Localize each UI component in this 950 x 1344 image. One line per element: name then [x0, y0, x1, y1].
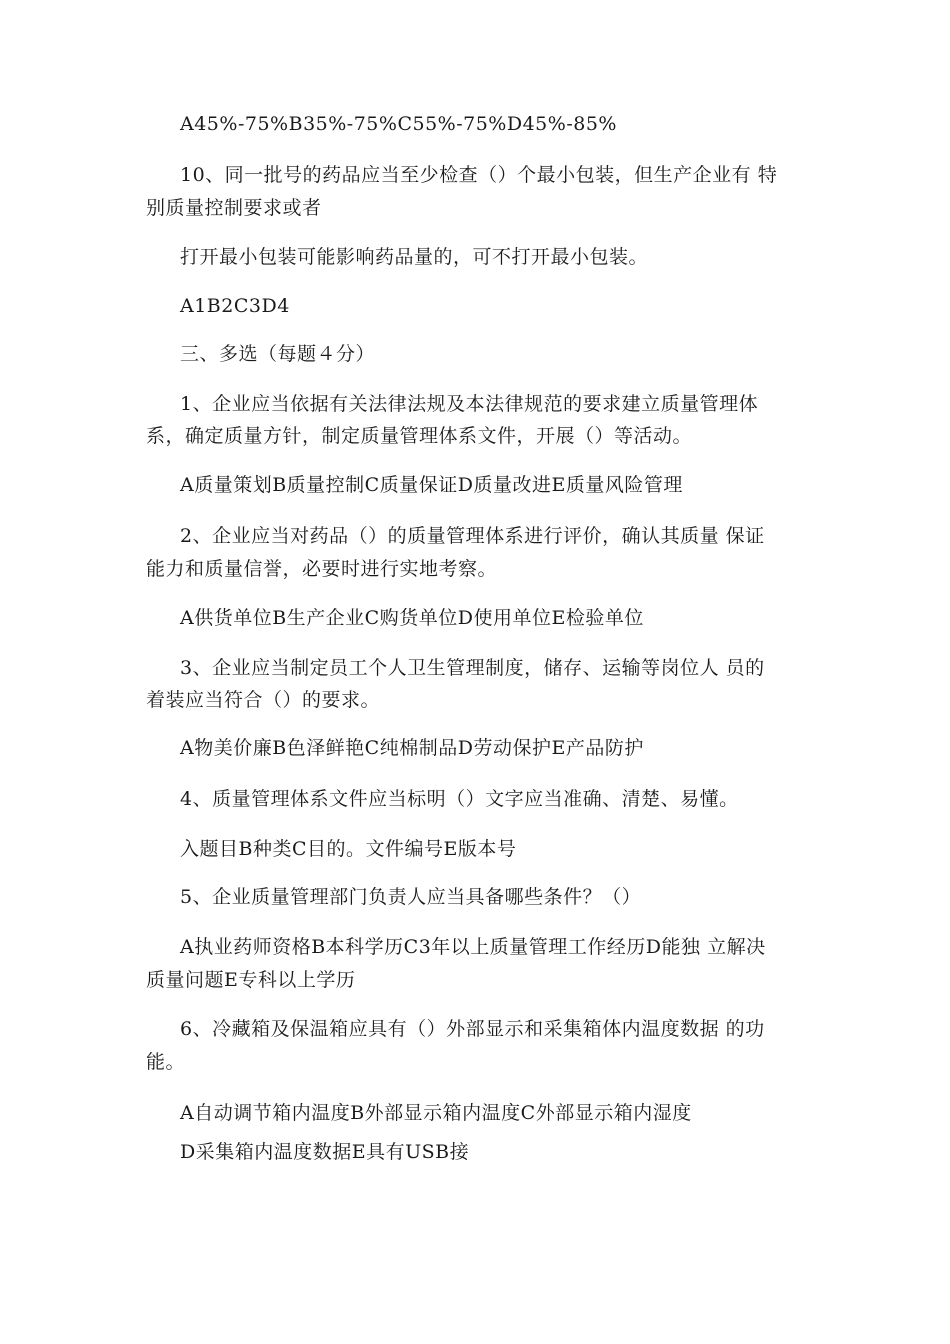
- section-heading-multiple-choice: 三、多选（每题４分）: [180, 343, 376, 365]
- options-q2: A供货单位B生产企业C购货单位D使用单位E检验单位: [180, 607, 644, 629]
- options-q6-line-2: D采集箱内温度数据E具有USB接: [180, 1141, 470, 1163]
- question-4-line-1: 4、质量管理体系文件应当标明（）文字应当准确、清楚、易懂。: [180, 788, 739, 810]
- question-3-line-1: 3、企业应当制定员工个人卫生管理制度，储存、运输等岗位人 员的: [180, 657, 765, 679]
- question-6-line-2: 能。: [146, 1051, 186, 1073]
- options-q9: A45%-75%B35%-75%C55%-75%D45%-85%: [180, 113, 617, 135]
- question-3-line-2: 着装应当符合（）的要求。: [146, 689, 381, 711]
- options-q4: 入题目B种类C目的。文件编号E版本号: [180, 838, 517, 860]
- options-q1: A质量策划B质量控制C质量保证D质量改进E质量风险管理: [180, 474, 683, 496]
- question-1-line-1: 1、企业应当依据有关法律法规及本法律规范的要求建立质量管理体: [180, 393, 759, 415]
- question-6-line-1: 6、冷藏箱及保温箱应具有（）外部显示和采集箱体内温度数据 的功: [180, 1018, 765, 1040]
- question-10-line-1: 10、同一批号的药品应当至少检查（）个最小包装，但生产企业有 特: [180, 164, 778, 186]
- question-10-line-2: 别质量控制要求或者: [146, 197, 322, 219]
- question-10-line-3: 打开最小包装可能影响药品量的，可不打开最小包装。: [180, 246, 649, 268]
- options-q5-line-1: A执业药师资格B本科学历C3年以上质量管理工作经历D能独 立解决: [180, 936, 766, 958]
- question-2-line-1: 2、企业应当对药品（）的质量管理体系进行评价，确认其质量 保证: [180, 525, 765, 547]
- question-5-line-1: 5、企业质量管理部门负责人应当具备哪些条件？（）: [180, 886, 642, 908]
- options-q3: A物美价廉B色泽鲜艳C纯棉制品D劳动保护E产品防护: [180, 737, 644, 759]
- options-q10: A1B2C3D4: [180, 295, 290, 317]
- options-q6-line-1: A自动调节箱内温度B外部显示箱内温度C外部显示箱内湿度: [180, 1102, 692, 1124]
- options-q5-line-2: 质量问题E专科以上学历: [146, 969, 356, 991]
- question-1-line-2: 系，确定质量方针，制定质量管理体系文件，开展（）等活动。: [146, 425, 693, 447]
- question-2-line-2: 能力和质量信誉，必要时进行实地考察。: [146, 558, 498, 580]
